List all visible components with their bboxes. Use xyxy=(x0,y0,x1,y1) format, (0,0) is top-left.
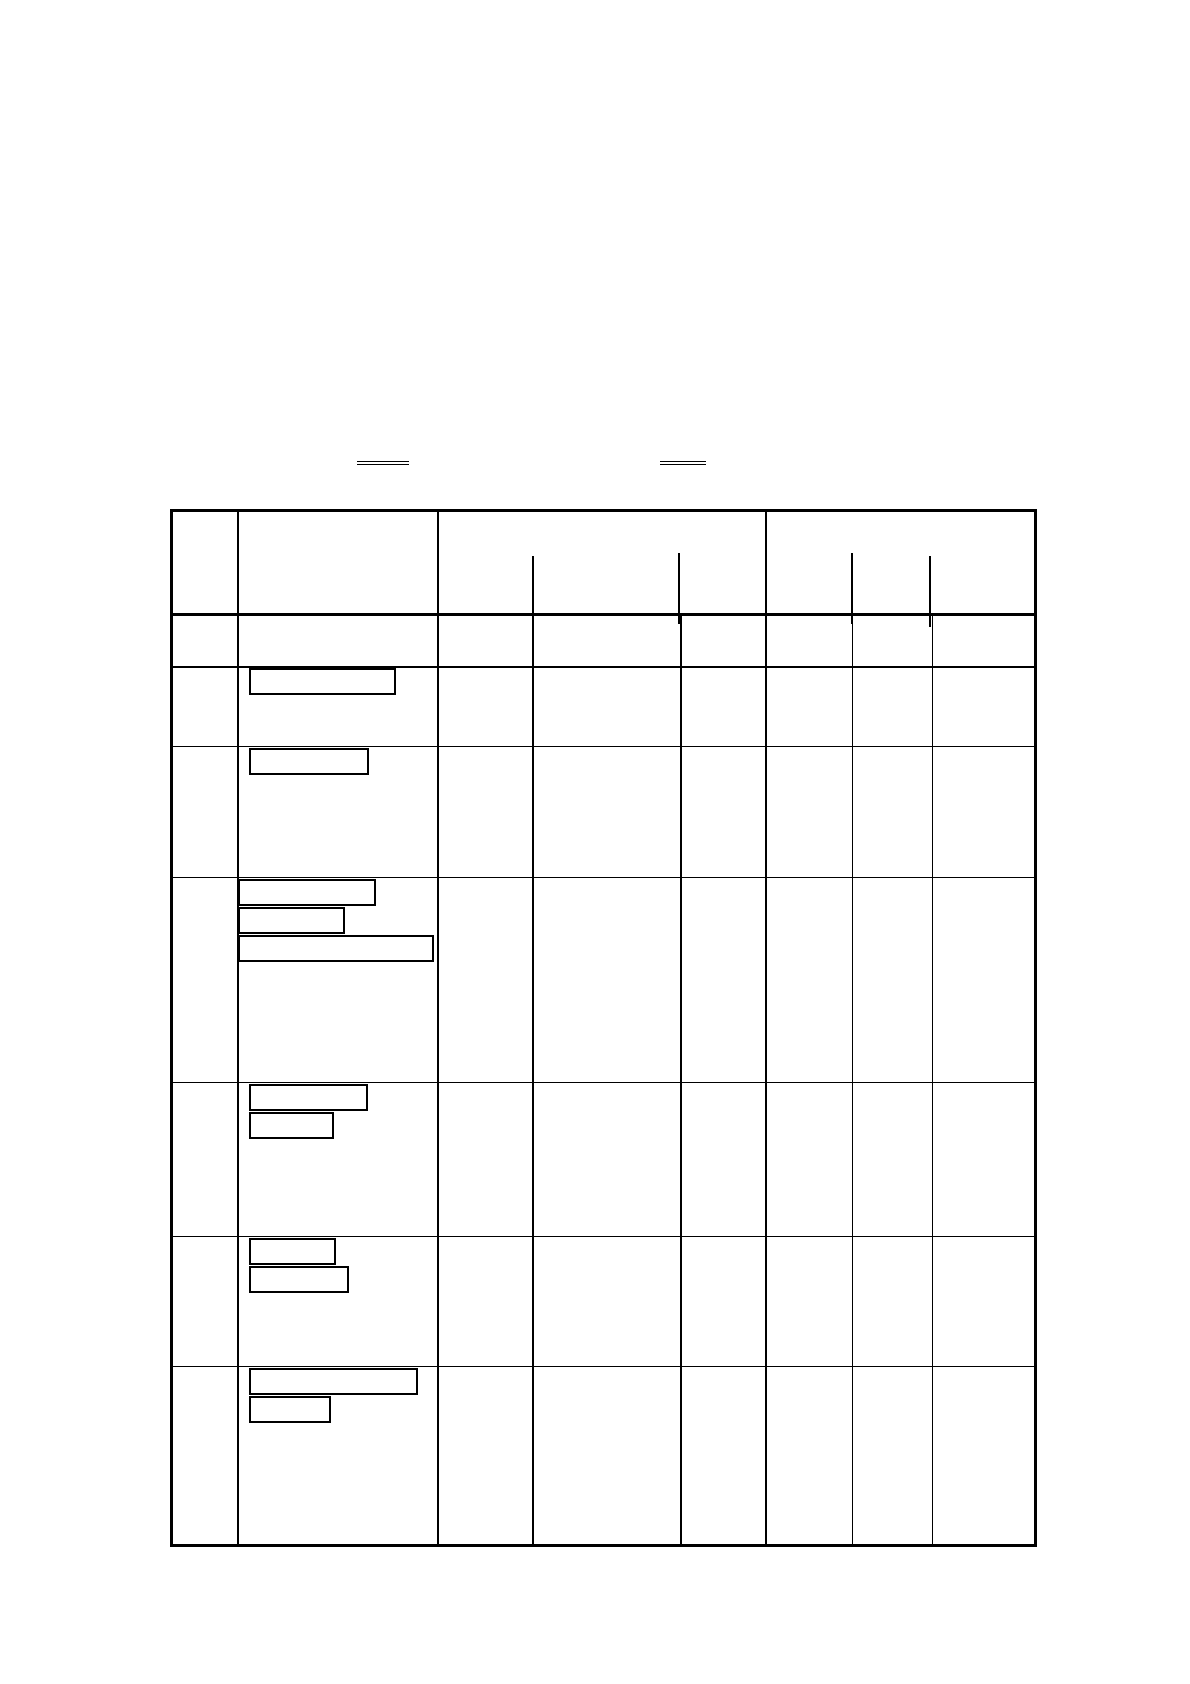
sub-column-divider xyxy=(852,616,853,1547)
row-separator xyxy=(170,1236,1037,1237)
column-divider xyxy=(437,509,439,1547)
item-label-box xyxy=(249,1084,368,1111)
row-separator xyxy=(170,877,1037,878)
sub-column-divider xyxy=(932,616,933,1547)
row-separator xyxy=(170,1366,1037,1367)
column-divider xyxy=(237,509,239,1547)
sub-column-divider xyxy=(680,616,682,1547)
item-label-box xyxy=(249,748,369,775)
item-label-box xyxy=(249,1396,331,1423)
sub-column-divider xyxy=(532,556,534,1547)
header-right-underline xyxy=(660,461,706,465)
item-label-box xyxy=(249,1266,349,1293)
item-label-box xyxy=(249,1112,334,1139)
sub-column-divider xyxy=(851,553,853,624)
header-left-underline xyxy=(357,461,409,465)
item-label-box xyxy=(249,1238,336,1265)
sub-column-divider xyxy=(678,553,680,624)
row-separator xyxy=(170,1082,1037,1083)
item-label-box xyxy=(249,1368,418,1395)
item-label-box xyxy=(238,907,345,934)
sub-column-divider xyxy=(929,556,931,627)
row-separator xyxy=(170,746,1037,747)
item-label-box xyxy=(249,668,396,695)
column-divider xyxy=(765,509,767,1547)
item-label-box xyxy=(238,935,434,962)
header-separator xyxy=(170,613,1037,616)
item-label-box xyxy=(238,879,376,906)
